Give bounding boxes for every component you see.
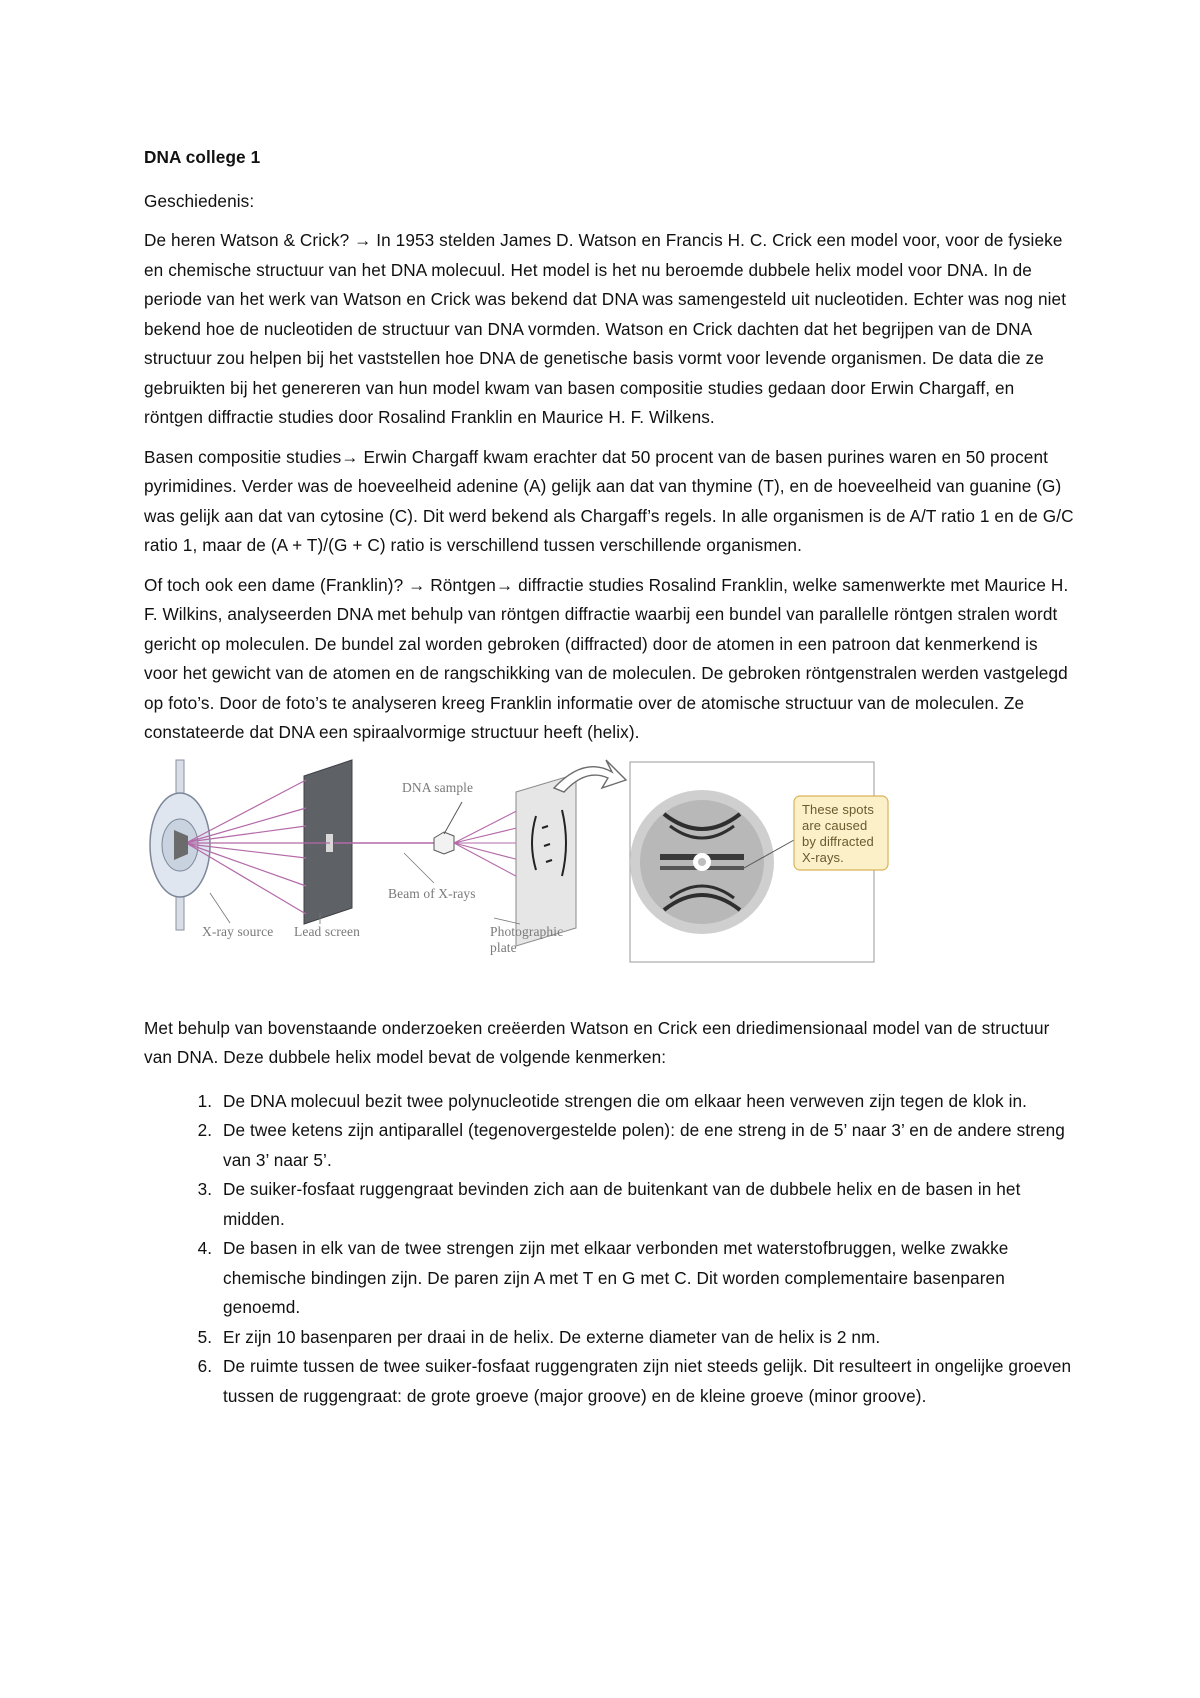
dna-sample	[434, 802, 462, 854]
paragraph-franklin: Of toch ook een dame (Franklin)? → Röntgen→ diffractie studies Rosalind Franklin, welke samenwerkte met Maurice H. F. Wilkins, analyseerden DNA met behulp van röntgen diffractie waarbij een bundel van parallelle röntgen stralen wordt gericht op moleculen. De bundel zal worden gebroken (diffracted) door de atomen in een patroon dat kenmerkend is voor het gewicht van de atomen en de rangschikking van de moleculen. De gebroken röntgenstralen werden vastgelegd op foto’s. Door de foto’s te analyseren kreeg Franklin informatie over de atomische structuur van de moleculen. Ze constateerde dat DNA een spiraalvormige structuur heeft (helix).	[144, 574, 1069, 742]
xray-diffraction-diagram	[144, 758, 1074, 988]
paragraph-watson-crick: De heren Watson & Crick? → In 1953 stelden James D. Watson en Francis H. C. Crick een model voor, voor de fysieke en chemische structuur van het DNA molecuul. Het model is het nu beroemde dubbele helix model voor DNA. In de periode van het werk van Watson en Crick was bekend dat DNA was samengesteld uit nucleotiden. Echter was nog niet bekend hoe de nucleotiden de structuur van DNA vormden. Watson en Crick dachten dat het begrijpen van de DNA structuur zou helpen bij het vaststellen hoe DNA de genetische basis vormt voor levende organismen. De data die ze gebruikten bij het genereren van hun model kwam van basen compositie studies gedaan door Erwin Chargaff, en röntgen diffractie studies door Rosalind Franklin en Maurice H. F. Wilkens.	[144, 230, 1067, 427]
label-photographic: Photographic	[490, 923, 564, 939]
label-xray-source: X-ray source	[202, 923, 274, 939]
paragraph-model-intro: Met behulp van bovenstaande onderzoeken creëerden Watson en Crick een driedimensionaal model van de structuur van DNA. Deze dubbele helix model bevat de volgende kenmerken:	[144, 1017, 1050, 1067]
list-item: 4. De basen in elk van de twee strengen zijn met elkaar verbonden met waterstofbruggen, welke zwakke chemische bindingen zijn. De paren zijn A met T en G met C. Dit worden complementaire basenparen genoemd.	[217, 1234, 1074, 1323]
list-item: 3. De suiker-fosfaat ruggengraat bevinden zich aan de buitenkant van de dubbele helix en de basen in het midden.	[217, 1175, 1074, 1234]
callout-line-1: These spots	[802, 801, 874, 817]
callout-line-2: are caused	[802, 817, 868, 833]
list-item: 2. De twee ketens zijn antiparallel (tegenovergestelde polen): de ene streng in de 5’ naar 3’ en de andere streng van 3’ naar 5’.	[217, 1116, 1074, 1175]
label-lead-screen: Lead screen	[294, 923, 360, 939]
curved-arrow-icon	[554, 760, 626, 792]
document-title: DNA college 1	[144, 147, 261, 167]
list-item: 5. Er zijn 10 basenparen per draai in de helix. De externe diameter van de helix is 2 nm.	[217, 1323, 1074, 1353]
callout-line-4: X-rays.	[802, 849, 844, 865]
list-item: 6. De ruimte tussen de twee suiker-fosfaat ruggengraten zijn niet steeds gelijk. Dit resulteert in ongelijke groeven tussen de ruggengraat: de grote groeve (major groove) en de kleine groeve (minor groove).	[217, 1352, 1074, 1411]
section-heading: Geschiedenis:	[144, 190, 255, 211]
document-body	[144, 143, 1074, 1411]
feature-list	[144, 1087, 1074, 1412]
paragraph-chargaff: Basen compositie studies→ Erwin Chargaff kwam erachter dat 50 procent van de basen purines waren en 50 procent pyrimidines. Verder was de hoeveelheid adenine (A) gelijk aan dat van thymine (T), en de hoeveelheid van guanine (G) was gelijk aan dat van cytosine (C). Dit werd bekend als Chargaff’s regels. In alle organismen is de A/T ratio 1 en de G/C ratio 1, maar de (A + T)/(G + C) ratio is verschillend tussen verschillende organismen.	[144, 446, 1074, 555]
lead-screen	[304, 760, 352, 924]
label-beam: Beam of X-rays	[388, 885, 476, 901]
callout-line-3: by diffracted	[802, 833, 874, 849]
list-item: 1. De DNA molecuul bezit twee polynucleotide strengen die om elkaar heen verweven zijn tegen de klok in.	[217, 1087, 1074, 1117]
label-dna-sample: DNA sample	[402, 779, 474, 795]
xray-diffraction-figure	[144, 758, 1074, 988]
photographic-plate	[516, 774, 576, 946]
label-plate: plate	[490, 939, 517, 955]
